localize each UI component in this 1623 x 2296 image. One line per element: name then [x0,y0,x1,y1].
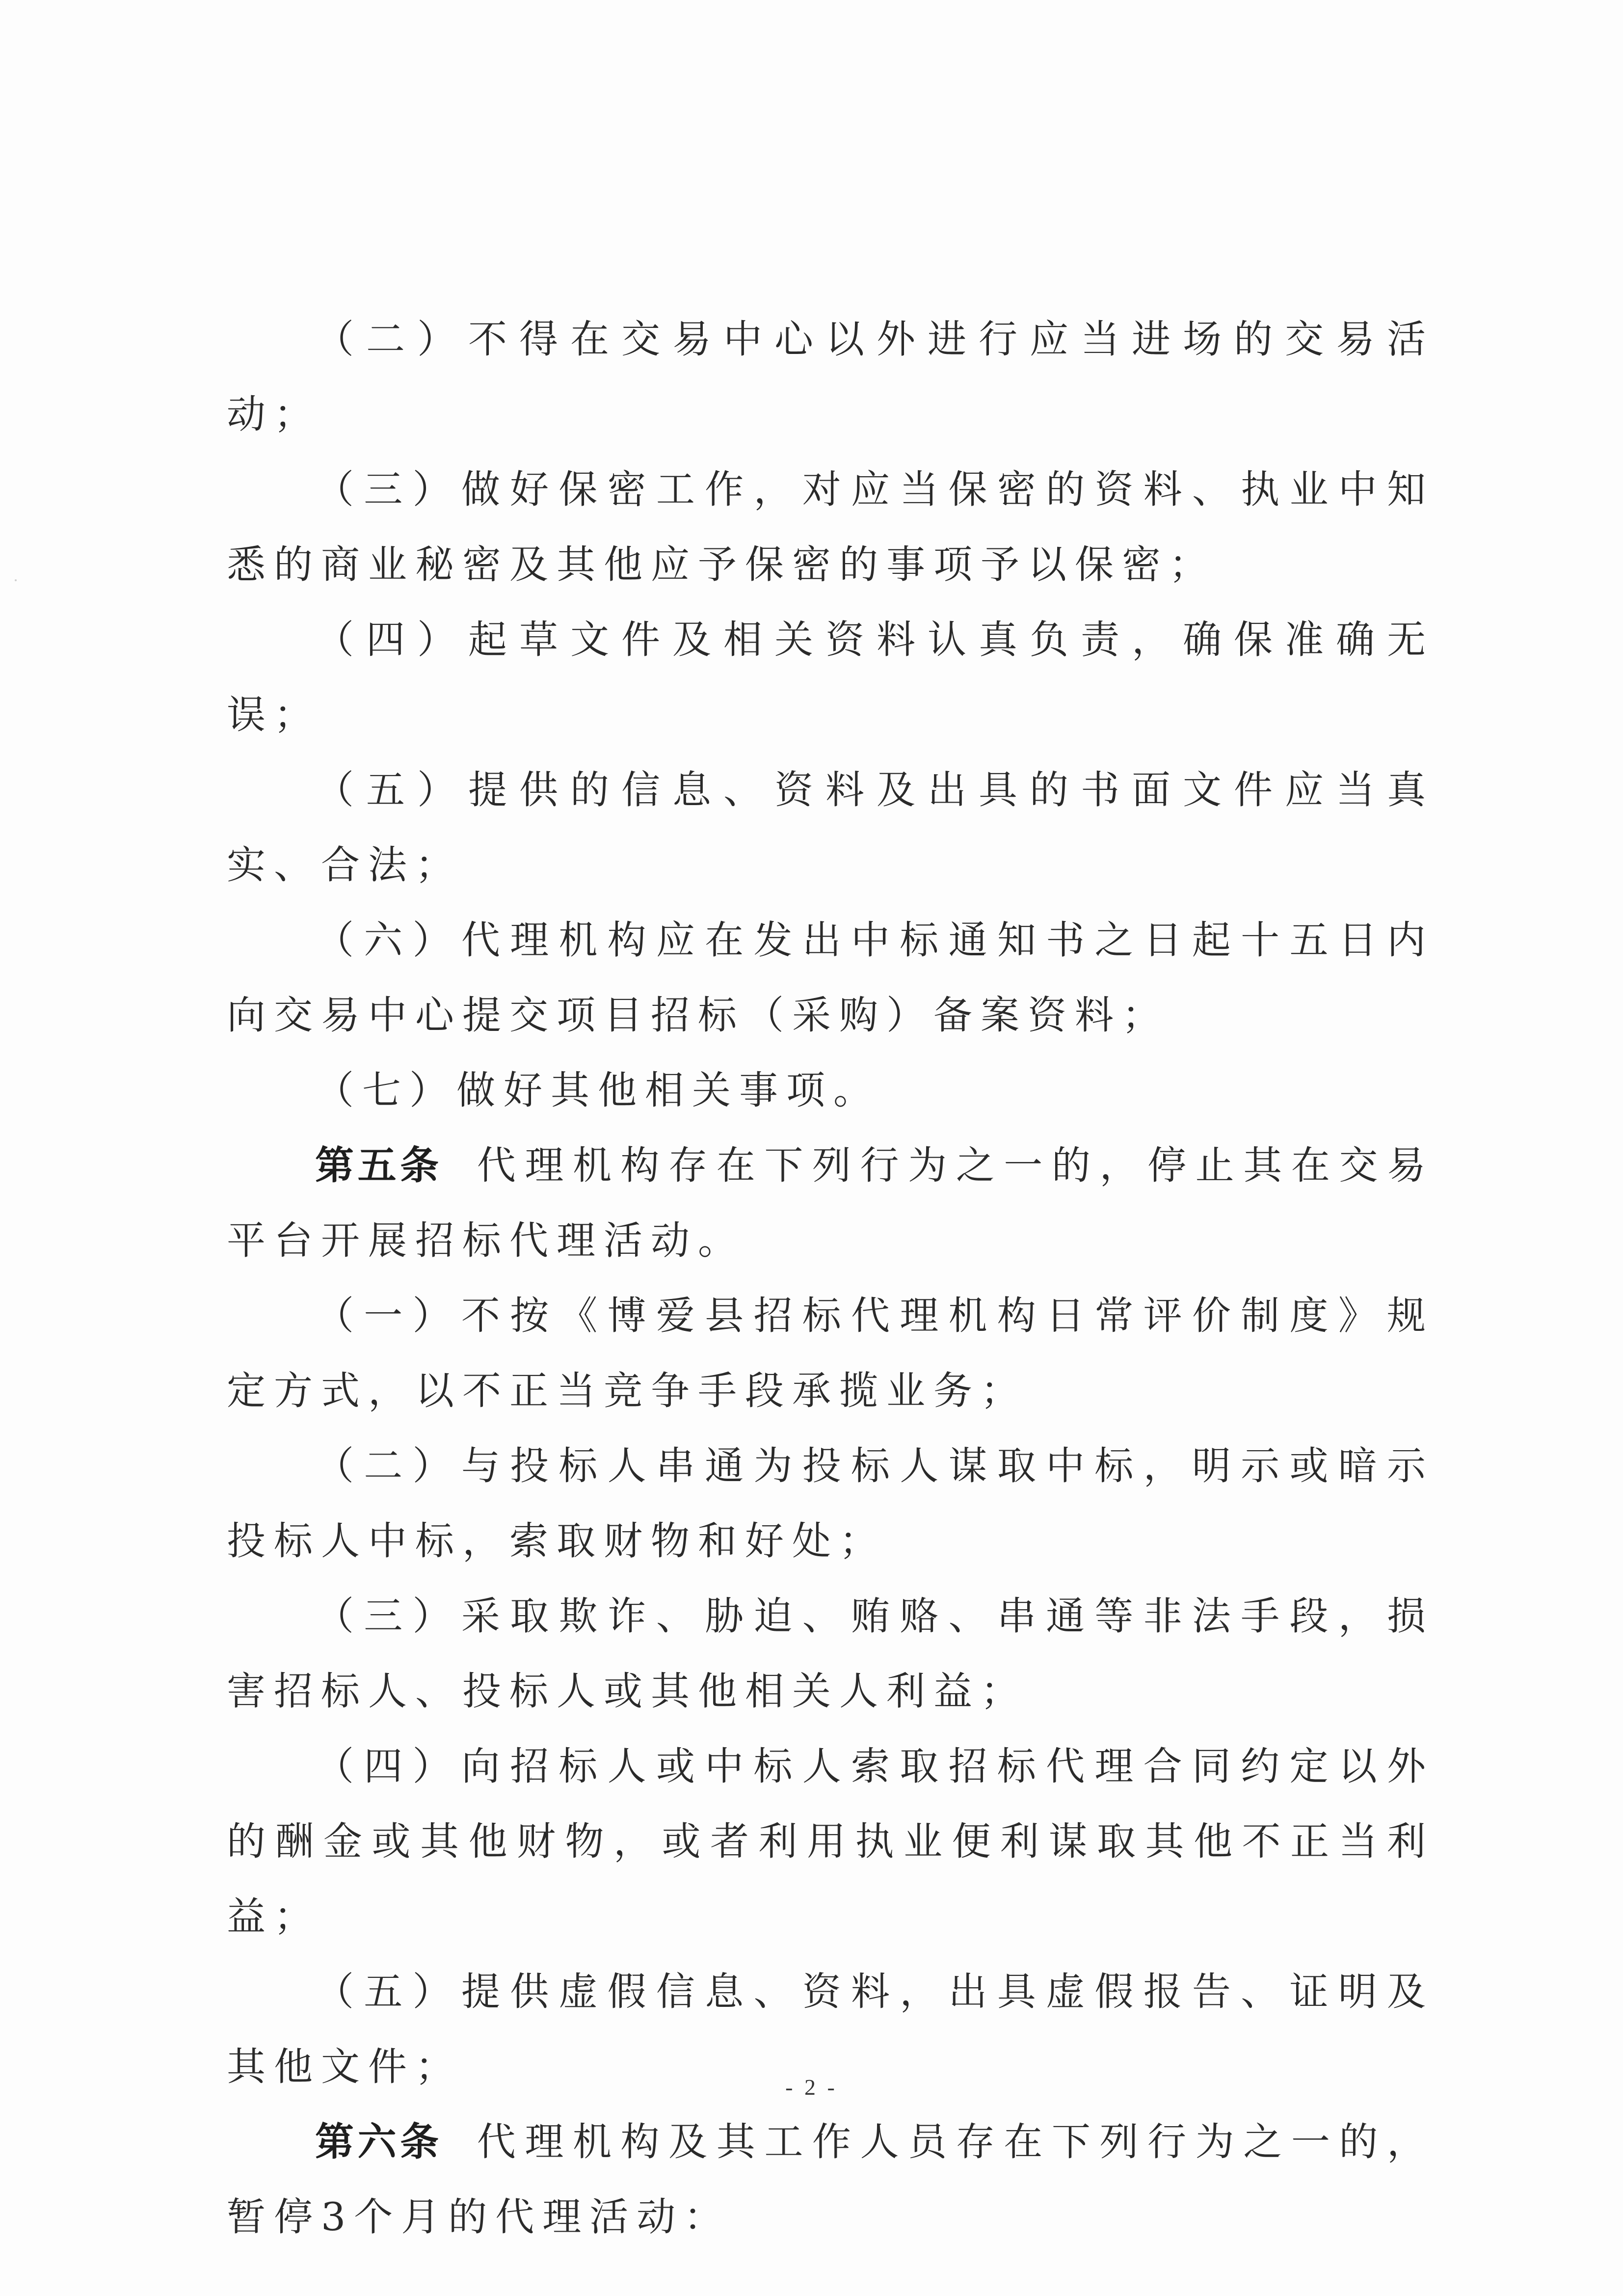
clause-text: （五）提供虚假信息、资料，出具虚假报告、证明及其他文件； [227,1969,1434,2089]
article-title: 第五条 [315,1143,443,1188]
page-number: - 2 - [785,2075,838,2100]
clause-paragraph [227,1053,1434,1128]
article-paragraph [227,2105,1434,2255]
clause-paragraph [227,302,1434,452]
clause-paragraph [227,602,1434,753]
article-text: 代理机构存在下列行为之一的，停止其在交易平台开展招标代理活动。 [227,1143,1435,1263]
clause-paragraph [227,903,1434,1053]
clause-text: （七）做好其他相关事项。 [315,1068,880,1113]
clause-paragraph [227,452,1434,602]
clause-paragraph [227,1729,1434,1954]
article-text: 代理机构及其工作人员存在下列行为之一的，暂停3个月的代理活动： [227,2119,1435,2240]
clause-text: （二）与投标人串通为投标人谋取中标，明示或暗示投标人中标，索取财物和好处； [227,1443,1434,1564]
article-title: 第六条 [315,2119,443,2164]
clause-text: （三）做好保密工作，对应当保密的资料、执业中知悉的商业秘密及其他应予保密的事项予以保密； [227,467,1434,587]
clause-text: （二）不得在交易中心以外进行应当进场的交易活动； [227,317,1434,437]
clause-text: （五）提供的信息、资料及出具的书面文件应当真实、合法； [227,767,1434,888]
clause-paragraph [227,1429,1434,1579]
document-body [227,302,1434,2255]
clause-text: （六）代理机构应在发出中标通知书之日起十五日内向交易中心提交项目招标（采购）备案资料； [227,918,1434,1038]
clause-text: （一）不按《博爱县招标代理机构日常评价制度》规定方式，以不正当竞争手段承揽业务； [227,1293,1434,1413]
clause-text: （四）向招标人或中标人索取招标代理合同约定以外的酬金或其他财物，或者利用执业便利谋取其他不正当利益； [227,1744,1434,1939]
article-paragraph [227,1128,1434,1278]
clause-paragraph [227,1579,1434,1729]
clause-text: （三）采取欺诈、胁迫、贿赂、串通等非法手段，损害招标人、投标人或其他相关人利益； [227,1594,1434,1714]
clause-paragraph [227,1278,1434,1429]
scan-speck [15,579,17,581]
clause-paragraph [227,753,1434,903]
clause-text: （四）起草文件及相关资料认真负责，确保准确无误； [227,617,1434,737]
